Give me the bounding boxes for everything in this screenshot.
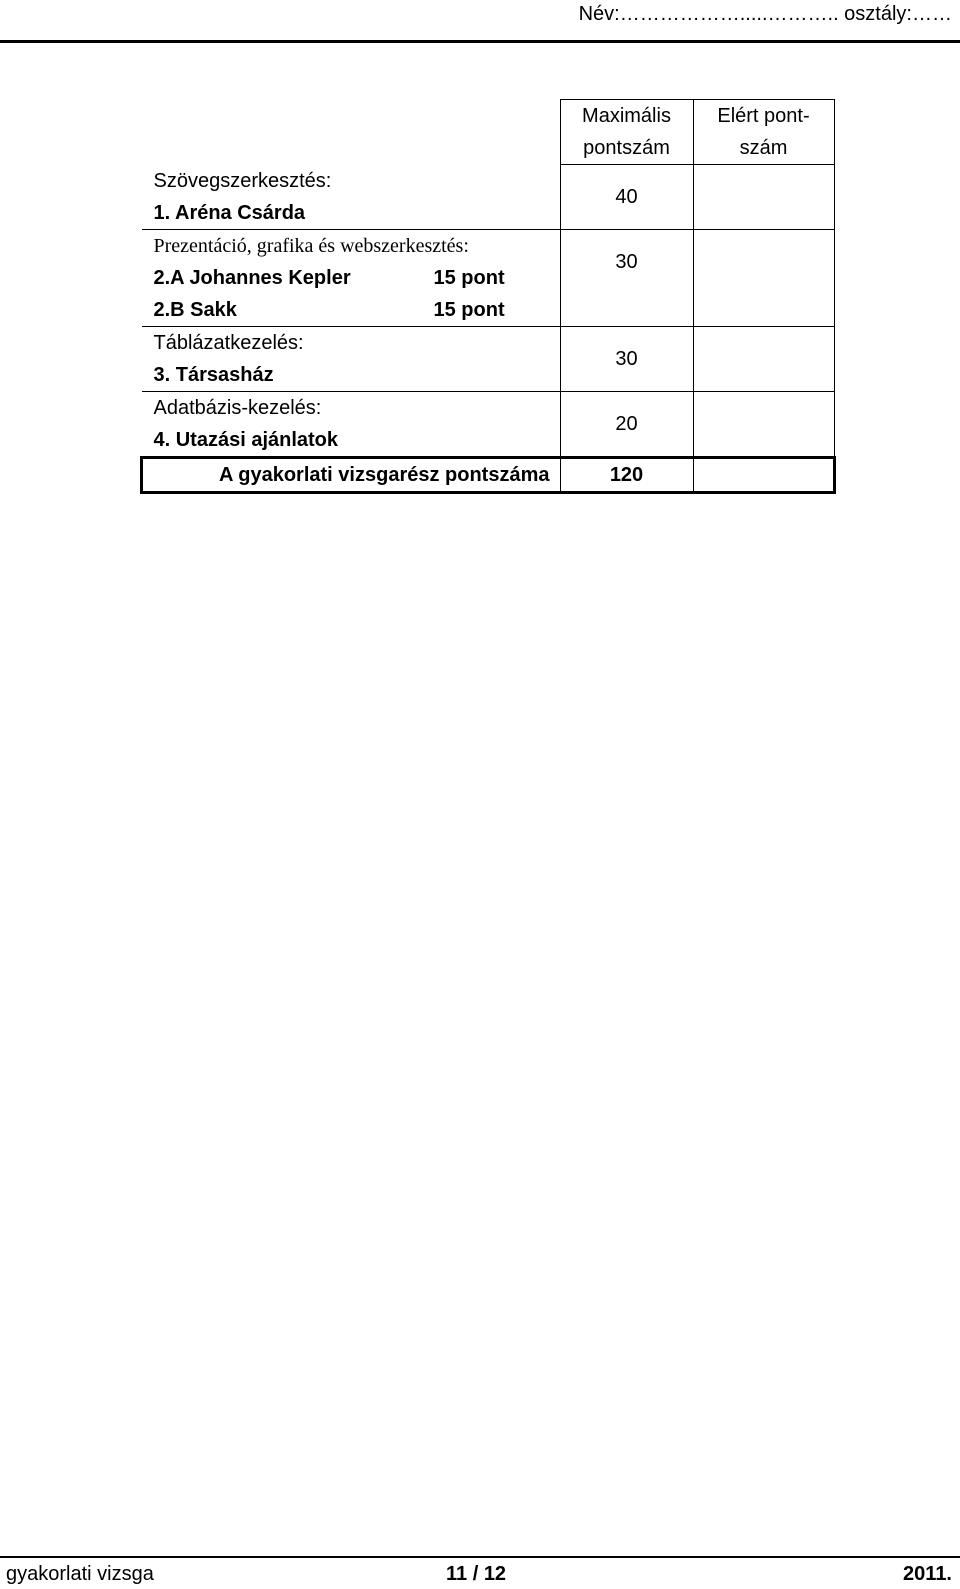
header-rule: [0, 40, 960, 43]
footer-rule: [0, 1556, 960, 1558]
max-score-header-line2: pontszám: [583, 137, 670, 159]
task-line-2a: [154, 262, 560, 294]
score-table: [140, 99, 836, 494]
table-row: [142, 391, 835, 457]
task-cell: [142, 229, 561, 326]
category-label: Táblázatkezelés:: [153, 331, 304, 354]
category-label: Adatbázis-kezelés:: [153, 396, 322, 419]
category-label: Prezentáció, grafika és webszerkesztés:: [153, 234, 469, 257]
footer-page-number: 11 / 12: [446, 1563, 507, 1585]
task-label: 2.B Sakk: [153, 298, 237, 321]
task-cell: [142, 326, 561, 391]
max-score-header: [560, 100, 693, 165]
max-score-cell: 20: [560, 391, 693, 457]
header-blank-cell: [142, 100, 561, 165]
max-score-cell: 40: [560, 165, 693, 230]
max-score-cell: 30: [560, 229, 693, 326]
table-row: [142, 165, 835, 230]
footer-exam-label: gyakorlati vizsga: [6, 1563, 154, 1585]
task-label: 1. Aréna Csárda: [153, 201, 306, 224]
task-points: 15 pont: [433, 266, 505, 289]
table-row: [142, 326, 835, 391]
achieved-score-header-line2: szám: [739, 137, 788, 159]
category-label: Szövegszerkesztés:: [153, 169, 332, 192]
task-cell: [142, 391, 561, 457]
achieved-score-header: [693, 100, 834, 165]
name-class-field: Név:……………….....……….. osztály:……: [578, 3, 952, 25]
achieved-score-cell[interactable]: [693, 165, 834, 230]
max-score-header-line1: Maximális: [582, 105, 671, 127]
table-header-row: [142, 100, 835, 165]
task-cell: [142, 165, 561, 230]
total-max-score: 120: [560, 457, 693, 492]
task-points: 15 pont: [433, 298, 505, 321]
total-label: A gyakorlati vizsgarész pontszáma: [142, 457, 561, 492]
total-achieved-score[interactable]: [693, 457, 834, 492]
task-label: 2.A Johannes Kepler: [153, 266, 351, 289]
achieved-score-cell[interactable]: [693, 229, 834, 326]
table-row: [142, 229, 835, 326]
max-score-cell: 30: [560, 326, 693, 391]
task-line-2b: [154, 294, 560, 326]
achieved-score-cell[interactable]: [693, 391, 834, 457]
achieved-score-cell[interactable]: [693, 326, 834, 391]
task-label: 4. Utazási ajánlatok: [153, 428, 339, 451]
total-row: [142, 457, 835, 492]
achieved-score-header-line1: Elért pont-: [717, 105, 810, 127]
footer-year: 2011.: [903, 1563, 952, 1585]
task-label: 3. Társasház: [153, 363, 274, 386]
